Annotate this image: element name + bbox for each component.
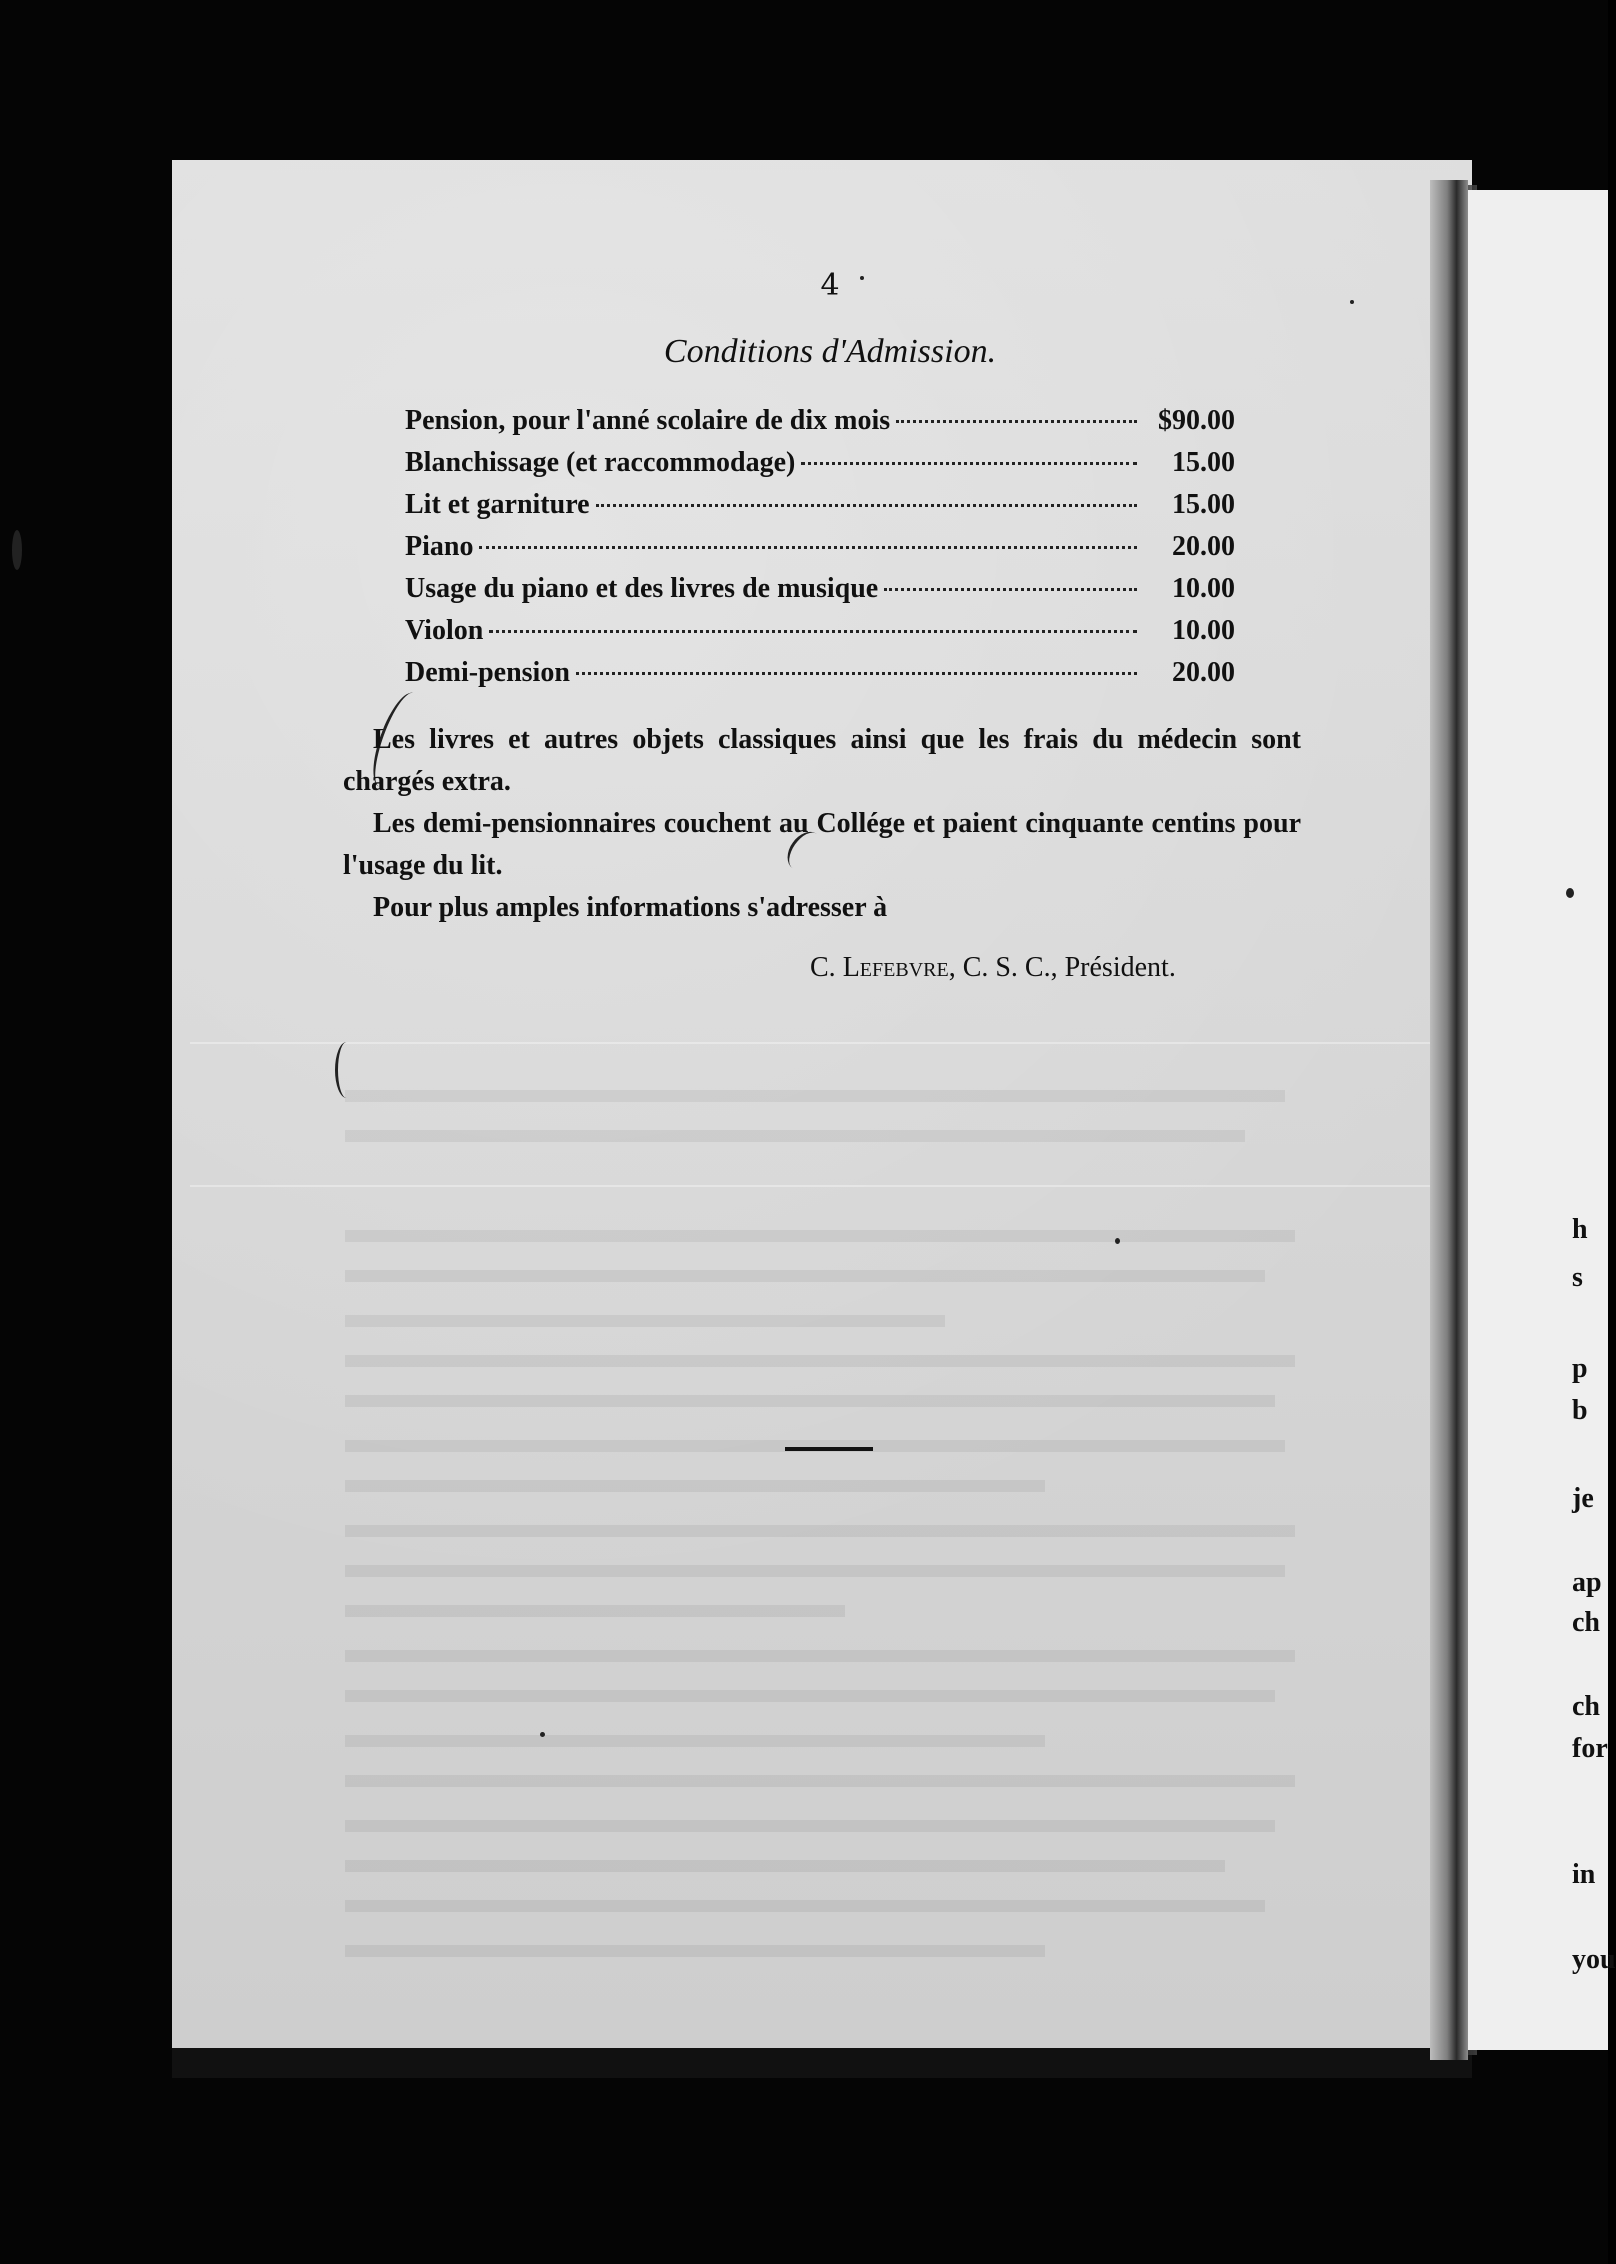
next-page-fragment: you [1572, 1944, 1616, 1975]
fee-row [405, 447, 1235, 489]
fee-label: Demi-pension [405, 657, 570, 688]
next-page-fragment: ch [1572, 1691, 1600, 1722]
paragraph-text: Pour plus amples informations s'adresser à [373, 892, 888, 923]
fee-row [405, 405, 1235, 447]
fee-amount: 15.00 [1172, 489, 1235, 520]
dot-leader [489, 630, 1137, 633]
section-divider [785, 1447, 873, 1451]
dot-leader [479, 546, 1137, 549]
paragraph-contact [343, 887, 1301, 929]
next-page-fragment: for [1572, 1733, 1608, 1764]
fee-label: Pension, pour l'anné scolaire de dix mois [405, 405, 891, 436]
signature-suffix: , C. S. C., Président. [948, 952, 1176, 983]
fee-row [405, 489, 1235, 531]
fee-amount: 20.00 [1172, 657, 1235, 688]
fee-label: Piano [405, 531, 474, 562]
next-page-fragment: s [1572, 1262, 1583, 1293]
dot-leader [576, 672, 1137, 675]
dot-leader [884, 588, 1137, 591]
signature [810, 952, 1270, 984]
paragraph-half-board [343, 803, 1301, 887]
fee-amount: 10.00 [1172, 573, 1235, 604]
fee-label: Usage du piano et des livres de musique [405, 573, 879, 604]
fee-row [405, 531, 1235, 573]
next-page-fragment: je [1572, 1483, 1594, 1514]
paragraph-extras [343, 719, 1301, 803]
fee-label: Violon [405, 615, 484, 646]
dot-leader [896, 420, 1137, 423]
next-page-fragment: ch [1572, 1607, 1600, 1638]
fee-row [405, 657, 1235, 699]
fee-table [405, 405, 1235, 699]
next-page-fragment: in [1572, 1859, 1596, 1890]
fee-amount: 10.00 [1172, 615, 1235, 646]
dot-leader [596, 504, 1137, 507]
next-page-fragment: p [1572, 1353, 1588, 1384]
signature-name: Lefebvre [842, 952, 949, 983]
page-number: 4 [820, 268, 840, 303]
next-page-fragment: b [1572, 1395, 1588, 1426]
fee-label: Lit et garniture [405, 489, 590, 520]
fee-label: Blanchissage (et raccommodage) [405, 447, 796, 478]
next-page-fragment: h [1572, 1214, 1588, 1245]
fee-amount: $90.00 [1158, 405, 1235, 436]
fee-amount: 20.00 [1172, 531, 1235, 562]
signature-initial: C. [810, 952, 836, 983]
fee-row [405, 615, 1235, 657]
page-title: Conditions d'Admission. [663, 333, 997, 370]
fee-amount: 15.00 [1172, 447, 1235, 478]
fee-row [405, 573, 1235, 615]
dot-leader [801, 462, 1137, 465]
paragraph-text: Les livres et autres objets classiques ainsi que les frais du médecin sont chargés extra. [343, 724, 1301, 797]
paragraph-text: Les demi-pensionnaires couchent au Collége et paient cinquante centins pour l'usage du lit. [343, 808, 1301, 881]
next-page-fragment: ap [1572, 1567, 1602, 1598]
